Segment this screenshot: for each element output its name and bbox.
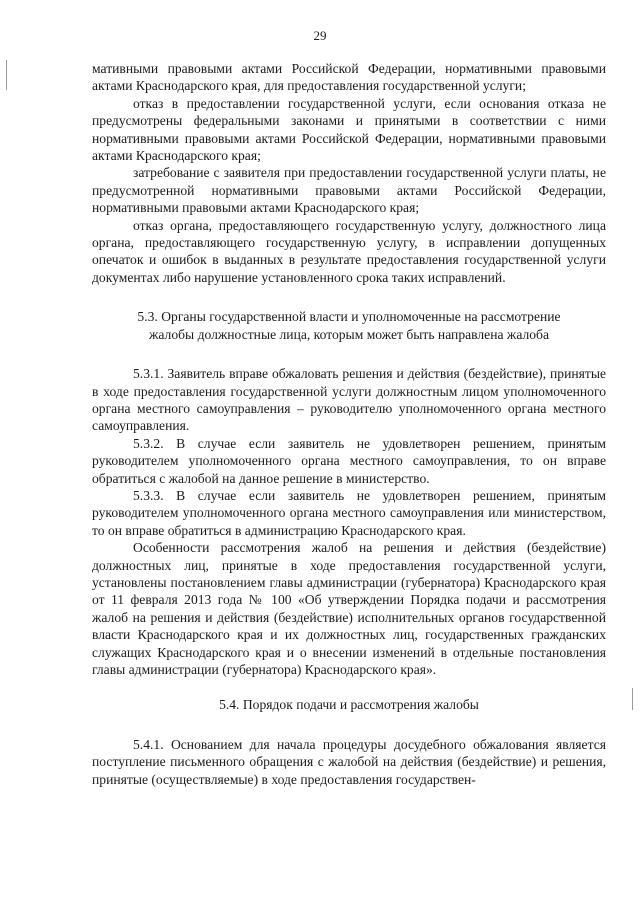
paragraph-correction-refusal: отказ органа, предоставляющего государственную услугу, должностного лица органа, предоставляющего государственную услугу, в исправлении допущенных опечаток и ошибок в выданных в результате предоставления государственной услуги документах либо нарушение установленного срока таких исправлений.: [92, 217, 606, 285]
document-body: [92, 60, 606, 788]
paragraph-5-3-2: 5.3.2. В случае если заявитель не удовлетворен решением, принятым руководителем уполномоченного органа местного самоуправления, то он вправе обратиться с жалобой на данное решение в министерство.: [92, 435, 606, 486]
paragraph-5-4-1: 5.4.1. Основанием для начала процедуры досудебного обжалования является поступление письменного обращения с жалобой на действия (бездействие) и решения, принятые (осуществляемые) в ходе предоставления государствен-: [92, 736, 606, 787]
paragraph-fee-demand: затребование с заявителя при предоставлении государственной услуги платы, не предусмотренной нормативными правовыми актами Российской Федерации, нормативными правовыми актами Краснодарского края;: [92, 165, 606, 216]
section-heading-5-4: 5.4. Порядок подачи и рассмотрения жалобы: [219, 697, 479, 713]
paragraph-5-3-1: 5.3.1. Заявитель вправе обжаловать решения и действия (бездействие), принятые в ходе предоставления государственной услуги должностным лицом уполномоченного органа местного самоуправления – руководителю уполномоченного органа местного самоуправления.: [92, 366, 606, 434]
paragraph-5-3-3: 5.3.3. В случае если заявитель не удовлетворен решением, принятым руководителем уполномоченного органа местного самоуправления или министерством, то он вправе обратиться в администрацию Краснодарского края.: [92, 487, 606, 538]
paragraph-refusal: отказ в предоставлении государственной услуги, если основания отказа не предусмотрены федеральными законами и принятыми в соответствии с ними нормативными правовыми актами Российской Федерации, нормативными правовыми актами Краснодарского края;: [92, 95, 606, 164]
paragraph-continuation: мативными правовыми актами Российской Федерации, нормативными правовыми актами Краснодарского края, для предоставления государственной услуги;: [92, 61, 606, 94]
section-heading-5-3: 5.3. Органы государственной власти и уполномоченные на рассмотрение жалобы должностные лица, которым может быть направлена жалоба: [137, 309, 561, 342]
scan-mark-left: [6, 60, 7, 90]
scan-mark-right: [632, 688, 633, 710]
paragraph-features: Особенности рассмотрения жалоб на решения и действия (бездействие) должностных лиц, принятые в ходе предоставления государственной услуги, установлены постановлением главы администрации (губернатора) Краснодарского края от 11 февраля 2013 года № 100 «Об утверждении Порядка подачи и рассмотрения жалоб на решения и действия (бездействие) исполнительных органов государственной власти Краснодарского края и их должностных лиц, государственных гражданских служащих Краснодарского края и о внесении изменений в отдельные постановления главы администрации (губернатора) Краснодарского края».: [92, 540, 606, 677]
page-number: 29: [313, 28, 327, 43]
